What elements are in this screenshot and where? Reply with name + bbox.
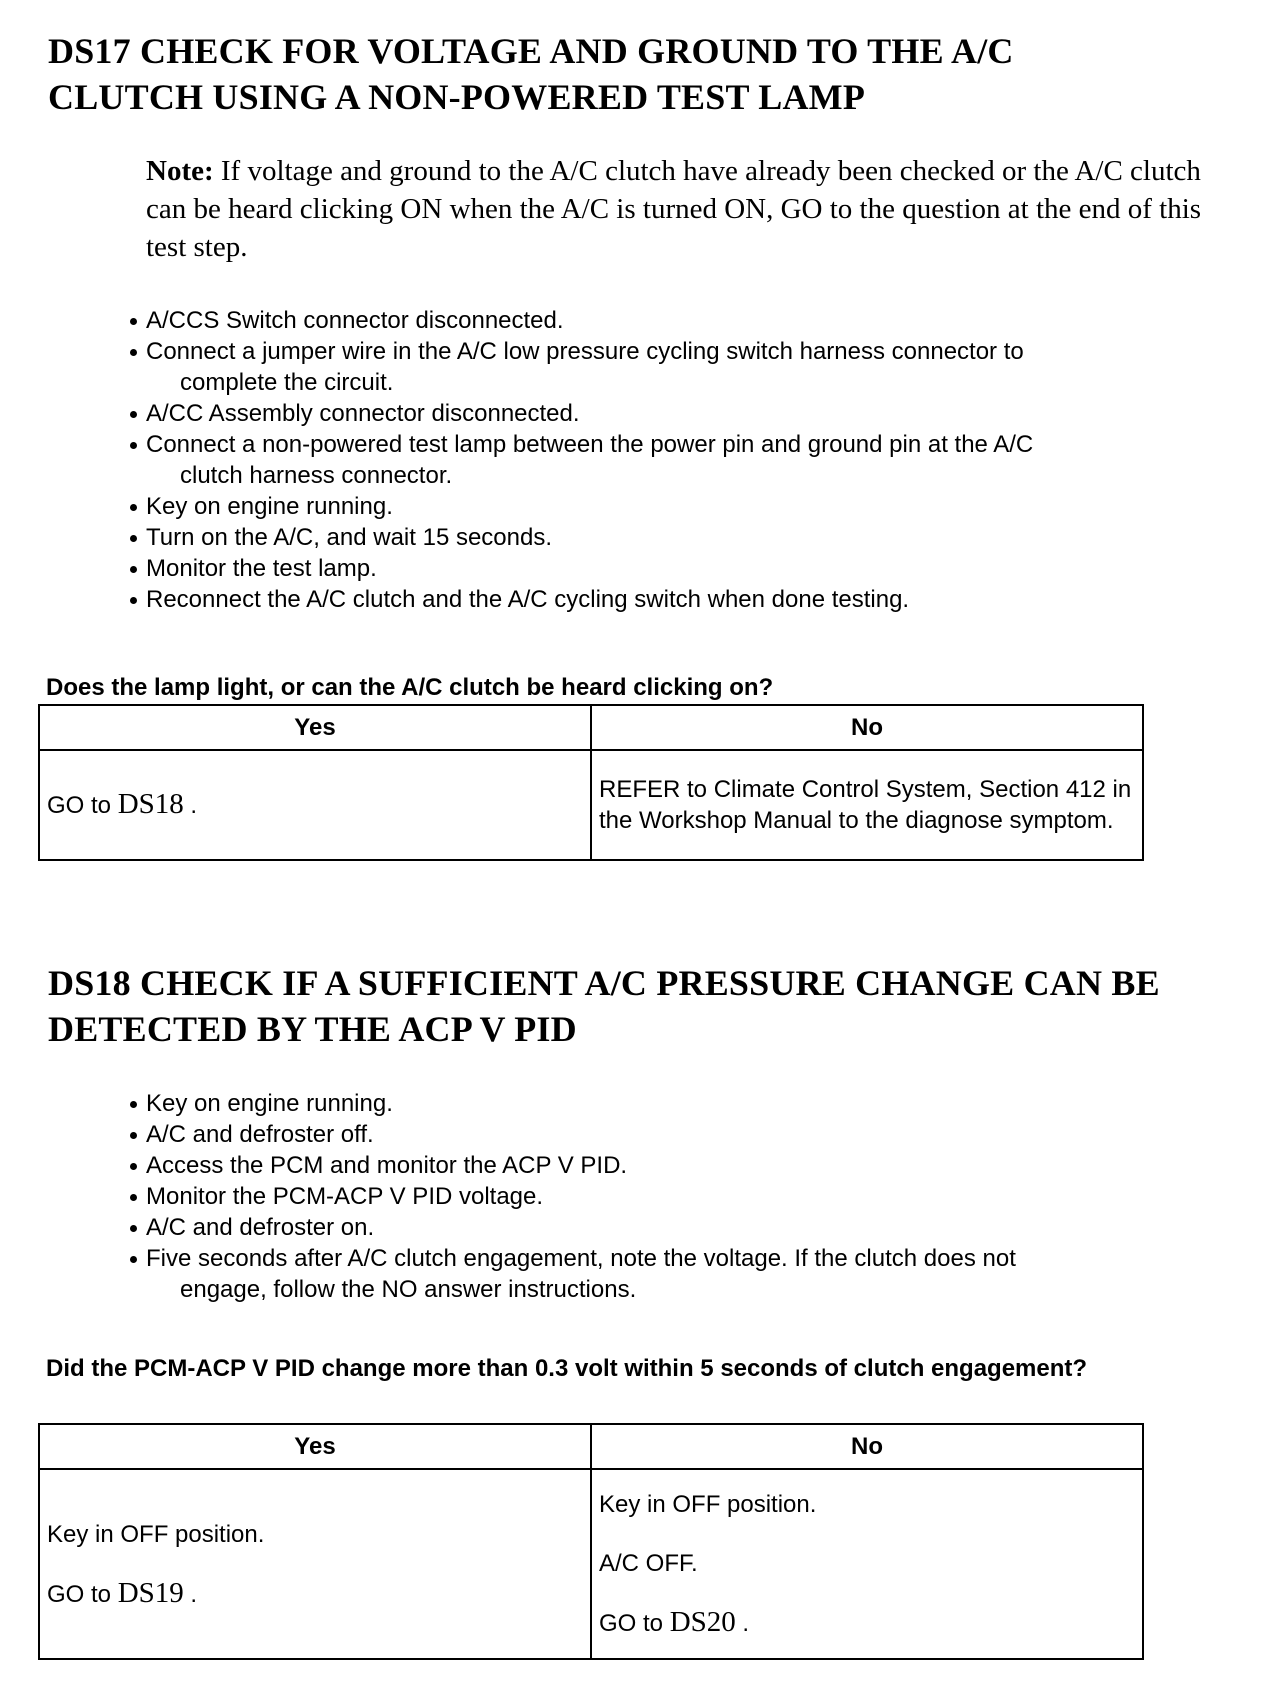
list-item: Key on engine running. bbox=[128, 1088, 1208, 1119]
bullet-icon bbox=[130, 411, 137, 418]
bullet-icon bbox=[130, 535, 137, 542]
no-cell: REFER to Climate Control System, Section 412 in the Workshop Manual to the diagnose symptom. bbox=[591, 750, 1143, 860]
yes-header: Yes bbox=[39, 1424, 591, 1469]
ds18-heading-line-1: DS18 CHECK IF A SUFFICIENT A/C PRESSURE CHANGE CAN BE bbox=[48, 963, 1160, 1003]
table-row bbox=[39, 750, 1143, 860]
list-item: Turn on the A/C, and wait 15 seconds. bbox=[128, 522, 1208, 553]
list-item: Reconnect the A/C clutch and the A/C cycling switch when done testing. bbox=[128, 584, 1208, 615]
bullet-icon bbox=[130, 566, 137, 573]
list-item: Connect a jumper wire in the A/C low pressure cycling switch harness connector to complete the circuit. bbox=[128, 336, 1208, 398]
bullet-icon bbox=[130, 1132, 137, 1139]
list-item: A/C and defroster on. bbox=[128, 1212, 1208, 1243]
yes-header: Yes bbox=[39, 705, 591, 750]
bullet-icon bbox=[130, 597, 137, 604]
table-header-row bbox=[39, 705, 1143, 750]
note-text: If voltage and ground to the A/C clutch have already been checked or the A/C clutch can be heard clicking ON when the A/C is turned ON, GO to the question at the end of this test step. bbox=[146, 155, 1202, 263]
bullet-icon bbox=[130, 1256, 137, 1263]
list-item: Five seconds after A/C clutch engagement, note the voltage. If the clutch does not engage, follow the NO answer instructions. bbox=[128, 1243, 1208, 1305]
note-label: Note: bbox=[146, 155, 214, 187]
list-item: Monitor the test lamp. bbox=[128, 553, 1208, 584]
bullet-icon bbox=[130, 349, 137, 356]
list-item: Connect a non-powered test lamp between the power pin and ground pin at the A/C clutch harness connector. bbox=[128, 429, 1208, 491]
ds17-question: Does the lamp light, or can the A/C clutch be heard clicking on? bbox=[46, 674, 774, 701]
no-header: No bbox=[591, 1424, 1143, 1469]
ds18-link[interactable]: DS18 bbox=[117, 788, 184, 820]
ds18-answer-table bbox=[38, 1423, 1144, 1660]
no-header: No bbox=[591, 705, 1143, 750]
ds19-link[interactable]: DS19 bbox=[117, 1576, 184, 1609]
ds17-answer-table bbox=[38, 704, 1144, 861]
bullet-icon bbox=[130, 442, 137, 449]
ds17-heading bbox=[48, 28, 1248, 120]
ds18-question: Did the PCM-ACP V PID change more than 0.3 volt within 5 seconds of clutch engagement? bbox=[46, 1355, 1088, 1382]
list-item: Access the PCM and monitor the ACP V PID. bbox=[128, 1150, 1208, 1181]
bullet-icon bbox=[130, 318, 137, 325]
list-item: Monitor the PCM-ACP V PID voltage. bbox=[128, 1181, 1208, 1212]
list-item: A/CCS Switch connector disconnected. bbox=[128, 305, 1208, 336]
yes-cell: Key in OFF position. GO to DS19 . bbox=[39, 1469, 591, 1659]
bullet-icon bbox=[130, 1163, 137, 1170]
no-cell: Key in OFF position. A/C OFF. GO to DS20 . bbox=[591, 1469, 1143, 1659]
table-header-row bbox=[39, 1424, 1143, 1469]
ds18-step-list bbox=[128, 1088, 1208, 1305]
bullet-icon bbox=[130, 504, 137, 511]
list-item: Key on engine running. bbox=[128, 491, 1208, 522]
ds17-heading-line-1: DS17 CHECK FOR VOLTAGE AND GROUND TO THE A/C bbox=[48, 31, 1014, 71]
ds18-heading bbox=[48, 960, 1248, 1052]
ds17-step-list bbox=[128, 305, 1208, 615]
bullet-icon bbox=[130, 1194, 137, 1201]
ds17-note bbox=[146, 152, 1206, 266]
bullet-icon bbox=[130, 1101, 137, 1108]
table-row bbox=[39, 1469, 1143, 1659]
ds18-heading-line-2: DETECTED BY THE ACP V PID bbox=[48, 1009, 577, 1049]
list-item: A/CC Assembly connector disconnected. bbox=[128, 398, 1208, 429]
bullet-icon bbox=[130, 1225, 137, 1232]
yes-cell: GO to DS18 . bbox=[39, 750, 591, 860]
ds20-link[interactable]: DS20 bbox=[669, 1606, 736, 1638]
list-item: A/C and defroster off. bbox=[128, 1119, 1208, 1150]
ds17-heading-line-2: CLUTCH USING A NON-POWERED TEST LAMP bbox=[48, 77, 866, 117]
